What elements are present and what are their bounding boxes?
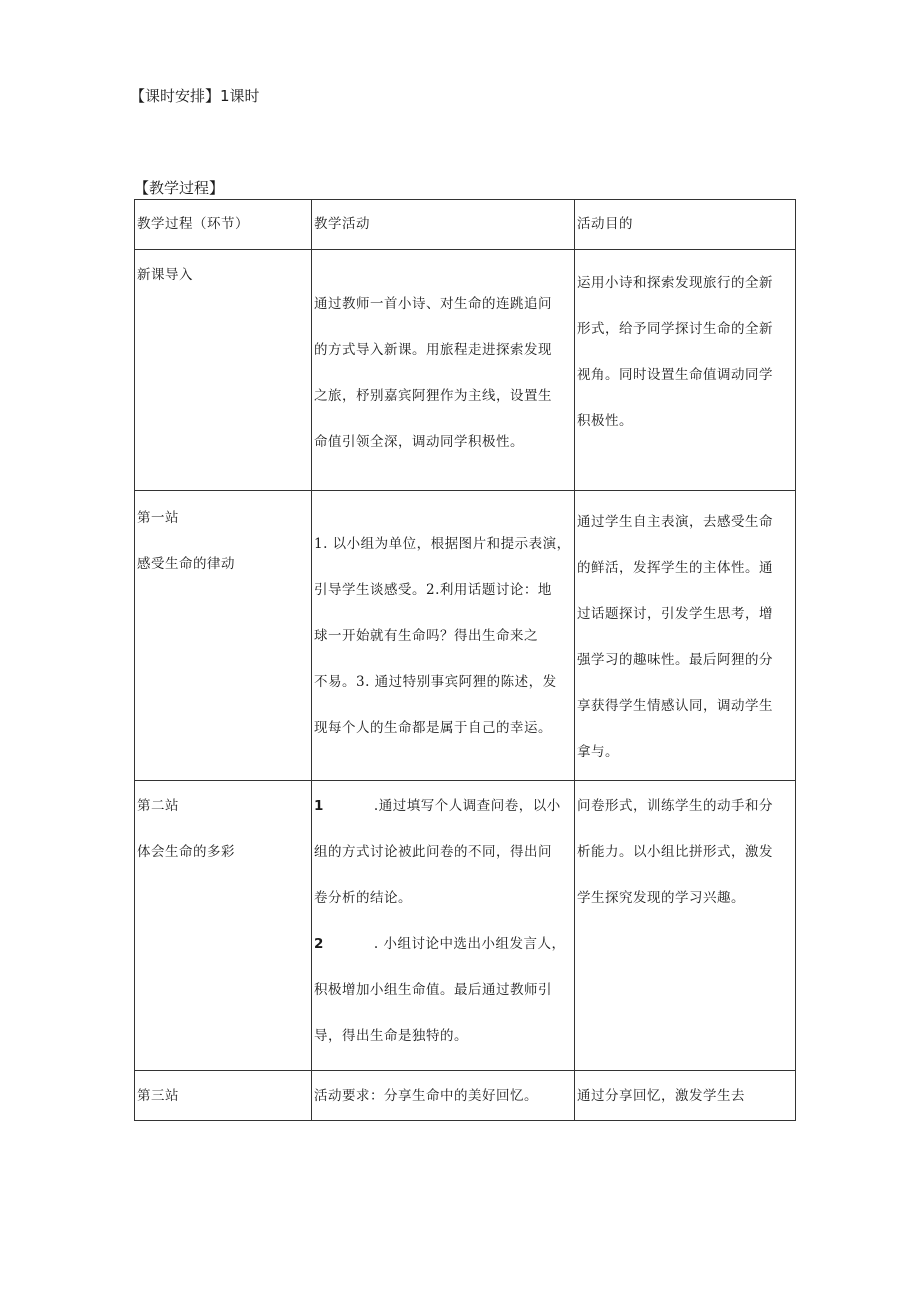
activity-line: 球一开始就有生命吗？得出生命来之: [314, 628, 538, 644]
activity-cell: [312, 491, 575, 781]
purpose-line: 强学习的趣味性。最后阿狸的分: [577, 652, 773, 668]
purpose-line: 积极性。: [577, 413, 633, 429]
activity-line: 之旅，杼别嘉宾阿狸作为主线，设置生: [314, 388, 552, 404]
purpose-cell: [575, 1071, 796, 1121]
activity-line: 现每个人的生命都是属于自己的幸运。: [314, 720, 552, 736]
purpose-line: 通过学生自主表演，去感受生命: [577, 514, 773, 530]
activity-line: 通过教师一首小诗、对生命的连跳追问: [314, 296, 552, 312]
activity-line: 命值引领全深，调动同学积极性。: [314, 434, 524, 450]
stage-cell: [135, 1071, 312, 1121]
purpose-line: 形式，给予同学探讨生命的全新: [577, 321, 773, 337]
purpose-line: 通过分享回忆，激发学生去: [577, 1088, 745, 1104]
purpose-line: 视角。同时设置生命值调动同学: [577, 367, 773, 383]
activity-line: 1. 以小组为单位，根据图片和提示表演，: [314, 536, 571, 552]
stage-title: 体会生命的多彩: [137, 844, 235, 860]
stage-cell: [135, 781, 312, 1071]
purpose-line: 的鲜活，发挥学生的主体性。通: [577, 560, 773, 576]
table-row: [135, 781, 796, 1071]
activity-line: 不易。3. 通过特别事宾阿狸的陈述，发: [314, 674, 557, 690]
activity-line: 引导学生谈感受。2.利用话题讨论：地: [314, 582, 552, 598]
stage-label: 第二站: [137, 798, 179, 814]
purpose-line: 运用小诗和探索发现旅行的全新: [577, 275, 773, 291]
stage-cell: [135, 250, 312, 491]
activity-cell: [312, 1071, 575, 1121]
activity-line: 卷分析的结论。: [314, 890, 412, 906]
table-header-row: [135, 200, 796, 250]
lesson-schedule: 【课时安排】1课时: [130, 87, 260, 105]
activity-line: 组的方式讨论被此问卷的不同，得出问: [314, 844, 552, 860]
header-activity: 教学活动: [312, 200, 575, 250]
purpose-cell: [575, 250, 796, 491]
purpose-line: 问卷形式，训练学生的动手和分: [577, 798, 773, 814]
header-stage: 教学过程（环节）: [135, 200, 312, 250]
purpose-cell: [575, 491, 796, 781]
stage-cell: [135, 491, 312, 781]
purpose-line: 拿与。: [577, 744, 619, 760]
table-row: [135, 1071, 796, 1121]
purpose-line: 析能力。以小组比拼形式，激发: [577, 844, 773, 860]
item-number: 2: [314, 936, 324, 952]
teaching-process-table: [134, 199, 796, 1121]
purpose-line: 享获得学生情感认同，调动学生: [577, 698, 773, 714]
activity-cell: [312, 781, 575, 1071]
item-number: 1: [314, 798, 324, 814]
activity-line: . 小组讨论中选出小组发言人，: [373, 936, 566, 952]
stage-label: 第三站: [137, 1088, 179, 1104]
stage-label: 新课导入: [137, 267, 193, 283]
activity-item-2: [314, 921, 574, 967]
purpose-line: 过话题探讨，引发学生思考，增: [577, 606, 773, 622]
purpose-line: 学生探究发现的学习兴趣。: [577, 890, 745, 906]
activity-cell: [312, 250, 575, 491]
activity-line: 活动要求：分享生命中的美好回忆。: [314, 1088, 538, 1104]
header-purpose: 活动目的: [575, 200, 796, 250]
activity-line: 导，得出生命是独特的。: [314, 1028, 468, 1044]
purpose-cell: [575, 781, 796, 1071]
activity-line: 积极增加小组生命值。最后通过教师引: [314, 982, 552, 998]
table-row: [135, 250, 796, 491]
activity-line: .通过填写个人调查问卷，以小: [373, 798, 561, 814]
activity-line: 的方式导入新课。用旅程走进探索发现: [314, 342, 552, 358]
stage-title: 感受生命的律动: [137, 556, 235, 572]
activity-item-1: [314, 783, 574, 829]
table-row: [135, 491, 796, 781]
stage-label: 第一站: [137, 510, 179, 526]
teaching-process-heading: 【教学过程】: [134, 179, 225, 197]
